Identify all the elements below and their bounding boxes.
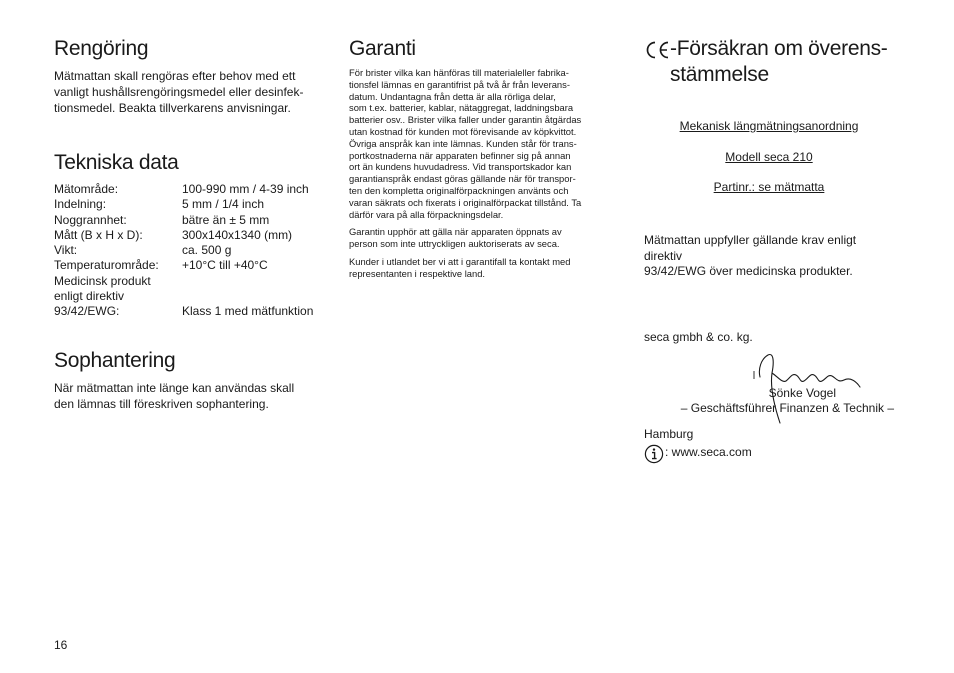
spec-row [54,258,328,273]
product-type: Mekanisk längmätningsanordning [679,119,859,133]
spec-value: +10°C till +40°C [182,258,268,273]
spec-label: enligt direktiv [54,289,125,304]
spec-row [54,289,328,304]
spec-table [54,182,328,320]
spec-row [54,243,328,258]
website-link[interactable]: : www.seca.com [665,445,752,459]
signature-block [644,345,894,425]
company-name: seca gmbh & co. kg. [644,329,753,344]
spec-value: ca. 500 g [182,243,232,258]
spec-value: 100-990 mm / 4-39 inch [182,182,309,196]
conformity-statement: Mätmattan uppfyller gällande krav enligt direktiv 93/42/EWG över medicinska produkter. [644,233,857,278]
signer [644,386,894,416]
spec-label: 93/42/EWG: [54,304,120,319]
rengoring-heading: Rengöring [54,37,149,60]
garanti-paragraph-2: Garantin upphör att gälla när apparaten öppnats av person som inte uttryckligen auktoriserats av seca. [349,226,562,250]
city: Hamburg [644,426,694,441]
spec-value: 5 mm / 1/4 inch [182,197,265,212]
spec-value: bätre än ± 5 mm [182,212,270,227]
website-line [644,442,894,464]
tekniska-heading: Tekniska data [54,151,179,174]
ce-mark-icon [644,40,670,60]
garanti-paragraph-1: För brister vilka kan hänföras till materialeller fabrika- tionsfel lämnas en garantifrist på två år från leverans- datum. Undantagna från detta är alla rörliga delar, som t.ex. batterier, kablar, nätaggregat, laddningsbara batterier osv.. Brister vilka faller under garantin åtgärdas utan kostnad för kunden mot förevisande av köpkvittot. Övriga anspråk kan inte lämnas. Kunden står för trans- portkostnaderna när apparaten befinner sig på annan ort än kundens huvudadress. Vid transportskador kan garantianspråk endast göras gällande när för transpor- ten den kompletta originalförpackningen använts och varan säkrats och fixerats i originalförpackat tillstånd. Ta därför vara på alla förpackningsdelar. [349,67,582,220]
spec-row [54,304,328,319]
spec-value [182,274,328,289]
left-column [54,36,328,412]
spec-label: Mått (B x H x D): [54,227,143,242]
info-icon [644,444,664,464]
page-number: 16 [54,638,68,652]
spec-row [54,274,328,289]
sophantering-text: När mätmattan inte länge kan användas skall den lämnas till föreskriven sophantering. [54,380,295,411]
signer-name: Sönke Vogel [768,385,836,400]
spec-label: Noggrannhet: [54,212,127,227]
spec-row [54,182,328,197]
section-tekniska-data [54,150,328,320]
rengoring-text: Mätmattan skall rengöras efter behov med ett vanligt hushållsrengöringsmedel eller desinfek- tionsmedel. Beakta tillverkarens anvisningar. [54,69,304,115]
section-rengoring [54,36,328,116]
spec-label: Mätområde: [54,182,119,196]
sophantering-heading: Sophantering [54,348,176,372]
middle-column [349,36,621,280]
garanti-heading: Garanti [349,37,416,60]
signer-title: – Geschäftsführer Finanzen & Technik – [680,400,894,415]
ce-declaration-title [644,36,894,88]
spec-row [54,228,328,243]
spec-value: Klass 1 med mätfunktion [182,304,314,319]
part-number: Partinr.: se mätmatta [713,180,825,194]
ce-heading: -Försäkran om överens- stämmelse [670,37,888,86]
garanti-paragraph-3: Kunder i utlandet ber vi att i garantifall ta kontakt med representanten i respektive land. [349,255,571,279]
spec-value [182,289,328,304]
right-column [644,36,894,464]
spec-label: Temperaturområde: [54,258,159,273]
spec-value: 300x140x1340 (mm) [182,227,293,242]
section-sophantering [54,348,328,412]
spec-row [54,197,328,212]
spec-label: Medicinsk produkt [54,273,151,288]
spec-row [54,213,328,228]
product-model: Modell seca 210 [725,150,813,164]
spec-label: Indelning: [54,197,107,212]
spec-label: Vikt: [54,243,78,258]
